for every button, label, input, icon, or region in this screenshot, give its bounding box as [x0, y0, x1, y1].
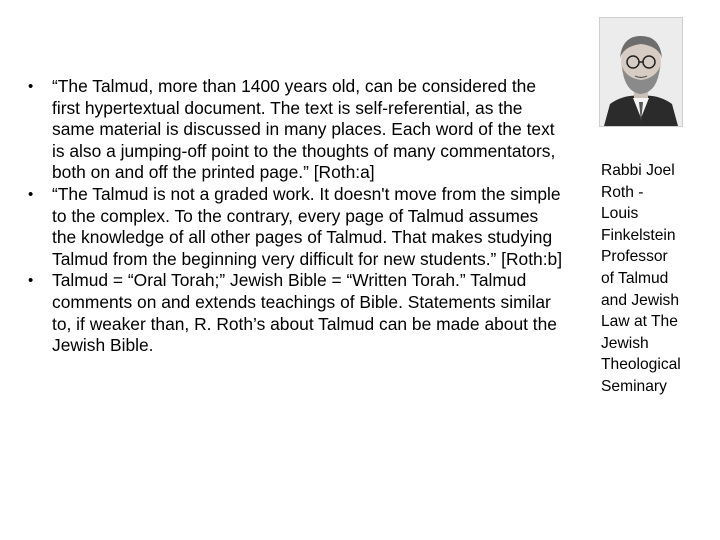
caption-line: Law at The — [601, 313, 678, 331]
caption-line: of Talmud — [601, 269, 669, 287]
caption-line: and Jewish — [601, 291, 680, 309]
caption-line: Rabbi Joel — [601, 162, 675, 179]
caption-line: Seminary — [601, 377, 667, 395]
caption-line: Theological — [601, 356, 681, 374]
bullet-item — [24, 184, 564, 270]
caption-line: Finkelstein — [601, 226, 676, 244]
portrait-photo — [599, 17, 683, 127]
bullet-list — [24, 76, 564, 357]
portrait-illustration — [600, 18, 682, 126]
caption-line: Louis — [601, 205, 639, 223]
caption-line: Jewish — [601, 334, 649, 352]
bullet-item — [24, 76, 564, 184]
bullet-text: “The Talmud is not a graded work. It doesn't move from the simple to the complex. To the contrary, every page of Talmud assumes the knowledge of all other pages of Talmud. That makes studying Talmud from the beginning very difficult for new students.” [Roth:b] — [52, 183, 563, 269]
caption-line: Professor — [601, 248, 668, 266]
bullet-dot: • — [28, 185, 34, 203]
caption-line: Roth - — [601, 183, 644, 201]
bullet-item — [24, 270, 564, 356]
bullet-text: “The Talmud, more than 1400 years old, can be considered the first hypertextual document. The text is self-referential, as the same material is discussed in many places. Each word of the text is also a jumping-off point to the thoughts of many commentators, both on and off the printed page.” [Roth:a] — [52, 76, 556, 183]
bullet-dot: • — [28, 78, 34, 95]
portrait-caption — [601, 160, 711, 398]
bullet-text: Talmud = “Oral Torah;” Jewish Bible = “Written Torah.” Talmud comments on and extends teachings of Bible. Statements similar to, if weaker than, R. Roth’s about Talmud can be made about the Jewish Bible. — [52, 270, 557, 356]
bullet-dot: • — [28, 272, 34, 290]
